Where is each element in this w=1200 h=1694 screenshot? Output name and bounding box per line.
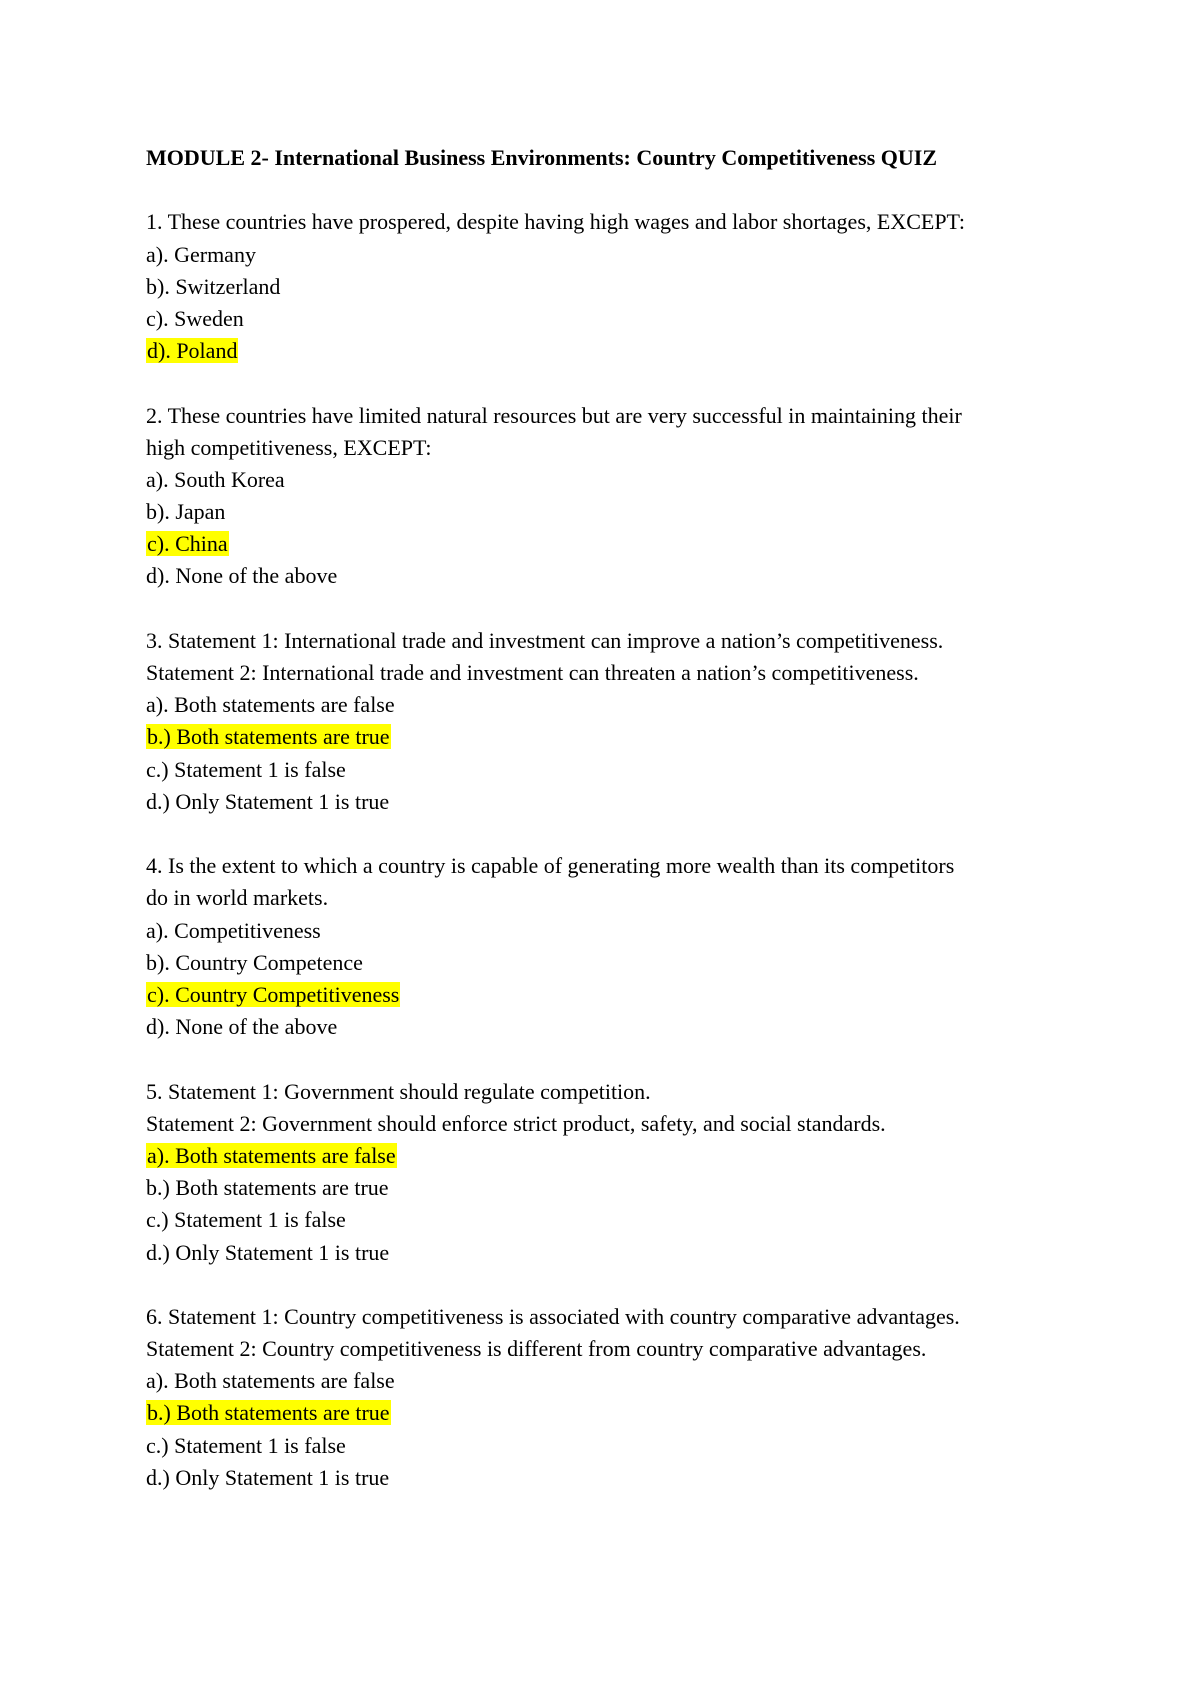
spacer: [146, 1269, 1086, 1301]
correct-answer-highlight: c). Country Competitiveness: [147, 981, 400, 1007]
spacer: [146, 593, 1086, 625]
answer-text: c). Sweden: [146, 305, 244, 331]
question-3: [146, 625, 1086, 818]
answer-text: b). Japan: [146, 499, 226, 525]
correct-answer-highlight: a). Both statements are false: [147, 1142, 396, 1168]
answer-option: [146, 496, 1086, 528]
answer-option: [146, 271, 1086, 303]
correct-answer-highlight: c). China: [147, 531, 228, 557]
answer-text: a). Germany: [146, 241, 256, 267]
answer-option: [146, 335, 1086, 367]
answer-text: b). Country Competence: [146, 949, 363, 975]
answer-option: [146, 915, 1086, 947]
answer-text: b). Switzerland: [146, 273, 281, 299]
spacer: [146, 1043, 1086, 1075]
answer-option: [146, 689, 1086, 721]
answer-option: [146, 1011, 1086, 1043]
answer-text: a). Competitiveness: [146, 917, 321, 943]
question-1: [146, 206, 1086, 367]
question-list: [146, 206, 1086, 1494]
answer-option: [146, 1397, 1086, 1429]
answer-option: [146, 721, 1086, 753]
correct-answer-highlight: b.) Both statements are true: [147, 724, 390, 750]
answer-option: [146, 528, 1086, 560]
answer-option: [146, 239, 1086, 271]
answer-text: b.) Both statements are true: [146, 1175, 389, 1201]
answer-text: c.) Statement 1 is false: [146, 1207, 346, 1233]
answer-text: d). None of the above: [146, 1014, 338, 1040]
page-title: MODULE 2- International Business Environments: Country Competitiveness QUIZ: [146, 145, 938, 170]
answer-text: d.) Only Statement 1 is true: [146, 788, 390, 814]
question-text: 4. Is the extent to which a country is capable of generating more wealth than its competitors: [146, 853, 955, 879]
spacer: [146, 174, 1086, 206]
answer-text: d). None of the above: [146, 563, 338, 589]
answer-option: [146, 464, 1086, 496]
answer-option: [146, 1365, 1086, 1397]
question-text: Statement 2: Country competitiveness is different from country comparative advantages.: [146, 1336, 927, 1362]
correct-answer-highlight: b.) Both statements are true: [147, 1400, 390, 1426]
question-text: 3. Statement 1: International trade and investment can improve a nation’s competitiveness.: [146, 627, 944, 653]
spacer: [146, 818, 1086, 850]
answer-option: [146, 560, 1086, 592]
answer-option: [146, 1140, 1086, 1172]
answer-text: a). South Korea: [146, 466, 285, 492]
answer-option: [146, 947, 1086, 979]
answer-option: [146, 979, 1086, 1011]
answer-text: c.) Statement 1 is false: [146, 756, 346, 782]
question-text: 1. These countries have prospered, despite having high wages and labor shortages, EXCEPT:: [146, 209, 966, 235]
question-text: 2. These countries have limited natural resources but are very successful in maintaining their: [146, 402, 962, 428]
answer-text: a). Both statements are false: [146, 692, 395, 718]
answer-text: a). Both statements are false: [146, 1368, 395, 1394]
question-6: [146, 1301, 1086, 1494]
answer-option: [146, 303, 1086, 335]
question-text: 5. Statement 1: Government should regulate competition.: [146, 1078, 651, 1104]
answer-option: [146, 1172, 1086, 1204]
answer-option: [146, 754, 1086, 786]
question-text: Statement 2: Government should enforce strict product, safety, and social standards.: [146, 1110, 886, 1136]
answer-option: [146, 1462, 1086, 1494]
correct-answer-highlight: d). Poland: [147, 338, 238, 364]
question-5: [146, 1076, 1086, 1269]
answer-text: c.) Statement 1 is false: [146, 1432, 346, 1458]
question-4: [146, 850, 1086, 1043]
question-text: 6. Statement 1: Country competitiveness is associated with country comparative advantages.: [146, 1303, 960, 1329]
answer-option: [146, 1237, 1086, 1269]
answer-option: [146, 1204, 1086, 1236]
answer-text: d.) Only Statement 1 is true: [146, 1464, 390, 1490]
spacer: [146, 367, 1086, 399]
document-page: [146, 142, 1086, 1494]
question-text: Statement 2: International trade and investment can threaten a nation’s competitiveness.: [146, 660, 919, 686]
question-text: high competitiveness, EXCEPT:: [146, 434, 432, 460]
question-2: [146, 400, 1086, 593]
question-text: do in world markets.: [146, 885, 329, 911]
answer-text: d.) Only Statement 1 is true: [146, 1239, 390, 1265]
answer-option: [146, 786, 1086, 818]
answer-option: [146, 1430, 1086, 1462]
